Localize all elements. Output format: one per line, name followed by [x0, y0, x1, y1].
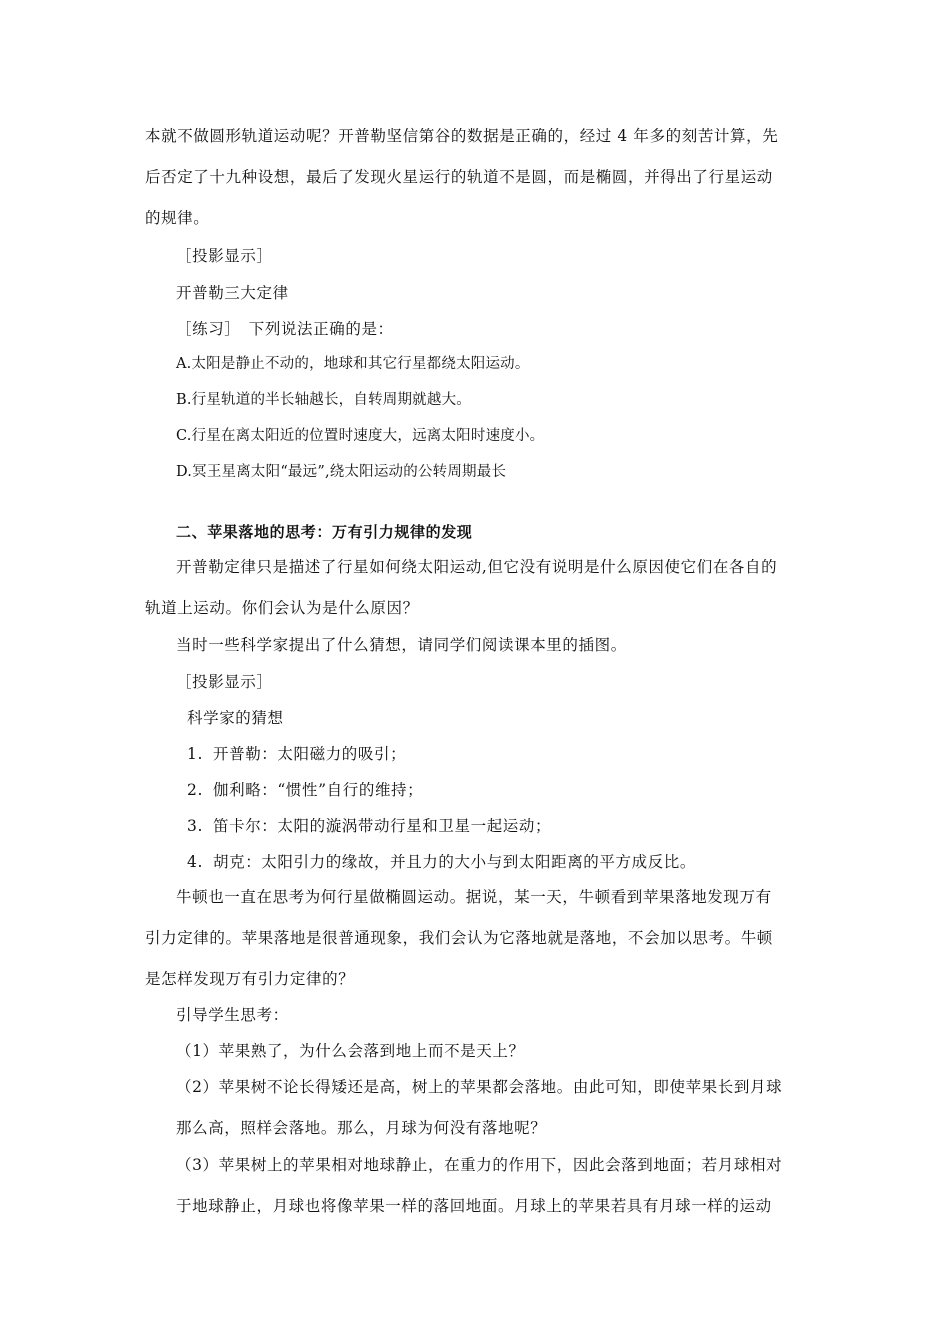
paragraph-line: 开普勒定律只是描述了行星如何绕太阳运动,但它没有说明是什么原因使它们在各自的	[176, 558, 778, 576]
exercise-prompt: ［练习］ 下列说法正确的是：	[176, 320, 394, 338]
option-d: D.冥王星离太阳“最远”,绕太阳运动的公转周期最长	[176, 464, 507, 480]
guesses-title: 科学家的猜想	[187, 709, 284, 727]
projection-label: ［投影显示］	[176, 247, 273, 265]
paragraph-line: 的规律。	[145, 209, 210, 227]
question-3-line: 于地球静止，月球也将像苹果一样的落回地面。月球上的苹果若具有月球一样的运动	[176, 1197, 772, 1215]
paragraph-line: 是怎样发现万有引力定律的？	[145, 970, 355, 988]
paragraph-line: 轨道上运动。你们会认为是什么原因？	[145, 599, 419, 617]
paragraph-line: 引力定律的。苹果落地是很普通现象，我们会认为它落地就是落地，不会加以思考。牛顿	[145, 929, 773, 947]
guess-number: 3.	[187, 817, 203, 835]
guess-number: 1.	[187, 745, 203, 763]
paragraph-line: 牛顿也一直在思考为何行星做椭圆运动。据说，某一天，牛顿看到苹果落地发现万有	[176, 888, 772, 906]
guide-label: 引导学生思考：	[176, 1006, 289, 1024]
guess-item	[187, 852, 696, 872]
option-a: A.太阳是静止不动的，地球和其它行星都绕太阳运动。	[176, 356, 530, 372]
guess-number: 2.	[187, 781, 203, 799]
guess-text: 开普勒：太阳磁力的吸引；	[213, 745, 407, 763]
guess-text: 胡克：太阳引力的缘故，并且力的大小与到太阳距离的平方成反比。	[213, 853, 697, 871]
question-3-line: （3）苹果树上的苹果相对地球静止，在重力的作用下，因此会落到地面；若月球相对	[176, 1156, 783, 1174]
projection-label: ［投影显示］	[176, 673, 273, 691]
guess-item	[187, 744, 406, 764]
guess-item	[187, 816, 551, 836]
paragraph-line: 本就不做圆形轨道运动呢？开普勒坚信第谷的数据是正确的，经过 4 年多的刻苦计算，先	[145, 127, 779, 145]
question-2-line: （2）苹果树不论长得矮还是高，树上的苹果都会落地。由此可知，即使苹果长到月球	[176, 1078, 783, 1096]
guess-item	[187, 780, 423, 800]
section-heading: 二、苹果落地的思考：万有引力规律的发现	[176, 523, 473, 541]
question-2-line: 那么高，照样会落地。那么，月球为何没有落地呢？	[176, 1119, 547, 1137]
guess-text: 笛卡尔：太阳的漩涡带动行星和卫星一起运动；	[213, 817, 552, 835]
guess-text: 伽利略：“惯性”自行的维持；	[213, 781, 424, 799]
paragraph-line: 当时一些科学家提出了什么猜想，请同学们阅读课本里的插图。	[176, 636, 627, 654]
kepler-laws-title: 开普勒三大定律	[176, 284, 289, 302]
guess-number: 4.	[187, 853, 203, 871]
question-1: （1）苹果熟了，为什么会落到地上而不是天上？	[176, 1042, 525, 1060]
option-c: C.行星在离太阳近的位置时速度大，远离太阳时速度小。	[176, 428, 545, 444]
option-b: B.行星轨道的半长轴越长，自转周期就越大。	[176, 392, 471, 408]
paragraph-line: 后否定了十九种设想，最后了发现火星运行的轨道不是圆，而是椭圆，并得出了行星运动	[145, 168, 773, 186]
